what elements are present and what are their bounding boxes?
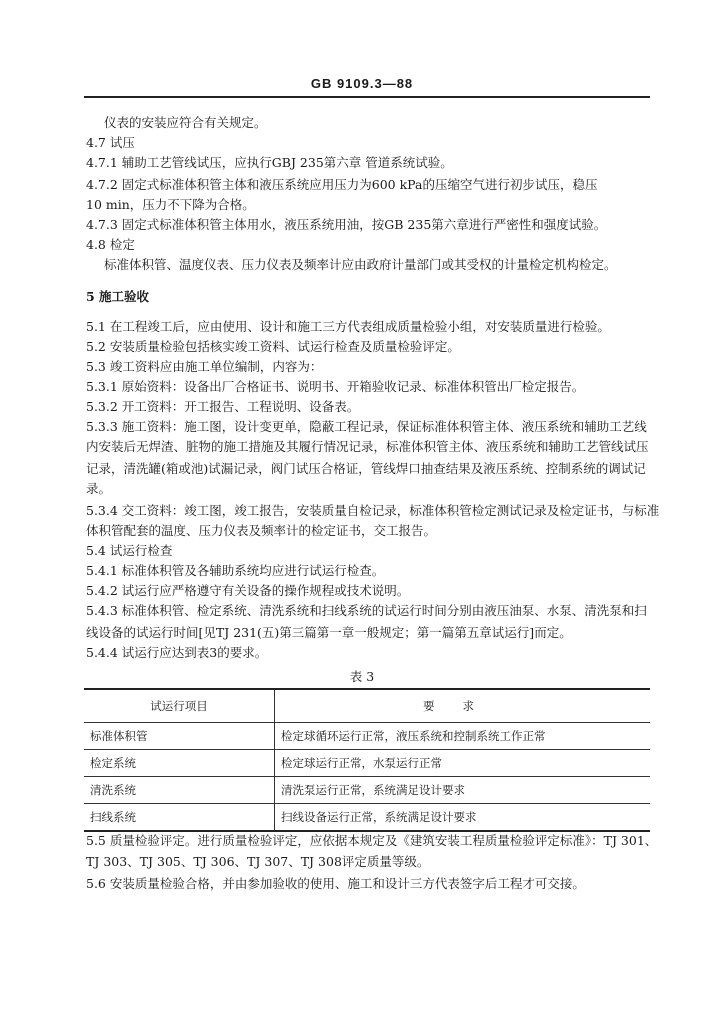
text-line: 录。 <box>86 481 112 496</box>
text-line: 体积管配套的温度、压力仪表及频率计的检定证书，交工报告。 <box>86 523 437 538</box>
text-line: 5.3.1 原始资料：设备出厂合格证书、说明书、开箱验收记录、标准体积管出厂检定报告。 <box>86 379 585 394</box>
row-requirement: 扫线设备运行正常，系统满足设计要求 <box>275 804 651 832</box>
text-line: 线设备的试运行时间[见TJ 231(五)第三篇第一章一般规定；第一篇第五章试运行]而定。 <box>86 625 572 640</box>
text-line: 5.5 质量检验评定。进行质量检验评定，应依据本规定及《建筑安装工程质量检验评定标准》：TJ 301、 <box>86 833 658 848</box>
row-item: 清洗系统 <box>84 777 275 804</box>
header-item: 试运行项目 <box>84 689 275 723</box>
table-row <box>84 777 650 804</box>
row-item: 标准体积管 <box>84 723 275 750</box>
section-heading: 4.7 试压 <box>86 135 135 150</box>
text-line: 4.7.3 固定式标准体积管主体用水，液压系统用油，按GB 235第六章进行严密性和强度试验。 <box>86 217 607 232</box>
text-line: 5.4.3 标准体积管、检定系统、清洗系统和扫线系统的试运行时间分别由液压油泵、水泵、清洗泵和扫 <box>86 603 647 618</box>
row-requirement: 检定球循环运行正常，液压系统和控制系统工作正常 <box>275 723 651 750</box>
text-line: 4.7.1 辅助工艺管线试压，应执行GBJ 235第六章 管道系统试验。 <box>86 155 453 170</box>
table-header-row <box>84 689 650 723</box>
text-line: 仪表的安装应符合有关规定。 <box>104 115 267 130</box>
section-heading: 5.4 试运行检查 <box>86 543 173 558</box>
text-line: 5.2 安装质量检验包括核实竣工资料、试运行检查及质量检验评定。 <box>86 339 460 354</box>
table-row <box>84 804 650 832</box>
row-item: 检定系统 <box>84 750 275 777</box>
text-line: 记录，清洗罐(箱或池)试漏记录，阀门试压合格证，管线焊口抽查结果及液压系统、控制系统的调试记 <box>86 461 646 476</box>
text-line: 标准体积管、温度仪表、压力仪表及频率计应由政府计量部门或其受权的计量检定机构检定。 <box>104 257 617 272</box>
text-line: 5.3.4 交工资料：竣工图，竣工报告，安装质量自检记录，标准体积管检定测试记录及检定证书，与标准 <box>86 503 660 518</box>
row-item: 扫线系统 <box>84 804 275 832</box>
table-row <box>84 750 650 777</box>
text-line: 5.4.2 试运行应严格遵守有关设备的操作规程或技术说明。 <box>86 583 410 598</box>
chapter-heading: 5 施工验收 <box>86 289 150 304</box>
text-line: 5.3.2 开工资料：开工报告、工程说明、设备表。 <box>86 399 360 414</box>
header-rule <box>84 96 650 98</box>
standard-number: GB 9109.3—88 <box>310 76 414 91</box>
text-line: 5.3 竣工资料应由施工单位编制，内容为： <box>86 359 323 374</box>
table-row <box>84 723 650 750</box>
header-requirement: 要求 <box>275 689 651 723</box>
text-line: 5.1 在工程竣工后，应由使用、设计和施工三方代表组成质量检验小组，对安装质量进行检验。 <box>86 319 610 334</box>
text-line: 5.6 安装质量检验合格，并由参加验收的使用、施工和设计三方代表签字后工程才可交接。 <box>86 876 585 891</box>
text-line: 5.4.4 试运行应达到表3的要求。 <box>86 645 268 660</box>
text-line: 5.4.1 标准体积管及各辅助系统均应进行试运行检查。 <box>86 563 385 578</box>
text-line: 5.3.3 施工资料：施工图，设计变更单，隐蔽工程记录，保证标准体积管主体、液压系统和辅助工艺线 <box>86 419 647 434</box>
text-line: 4.7.2 固定式标准体积管主体和液压系统应用压力为600 kPa的压缩空气进行初步试压，稳压 <box>86 177 598 192</box>
text-line: TJ 303、TJ 305、TJ 306、TJ 307、TJ 308评定质量等级。 <box>86 854 430 869</box>
row-requirement: 清洗泵运行正常，系统满足设计要求 <box>275 777 651 804</box>
requirements-table <box>84 688 650 832</box>
text-line: 10 min，压力不下降为合格。 <box>86 197 255 212</box>
text-line: 内安装后无焊渣、脏物的施工措施及其履行情况记录，标准体积管主体、液压系统和辅助工艺管线试压 <box>86 439 649 454</box>
section-heading: 4.8 检定 <box>86 237 135 252</box>
table-caption: 表 3 <box>349 669 375 684</box>
row-requirement: 检定球运行正常，水泵运行正常 <box>275 750 651 777</box>
